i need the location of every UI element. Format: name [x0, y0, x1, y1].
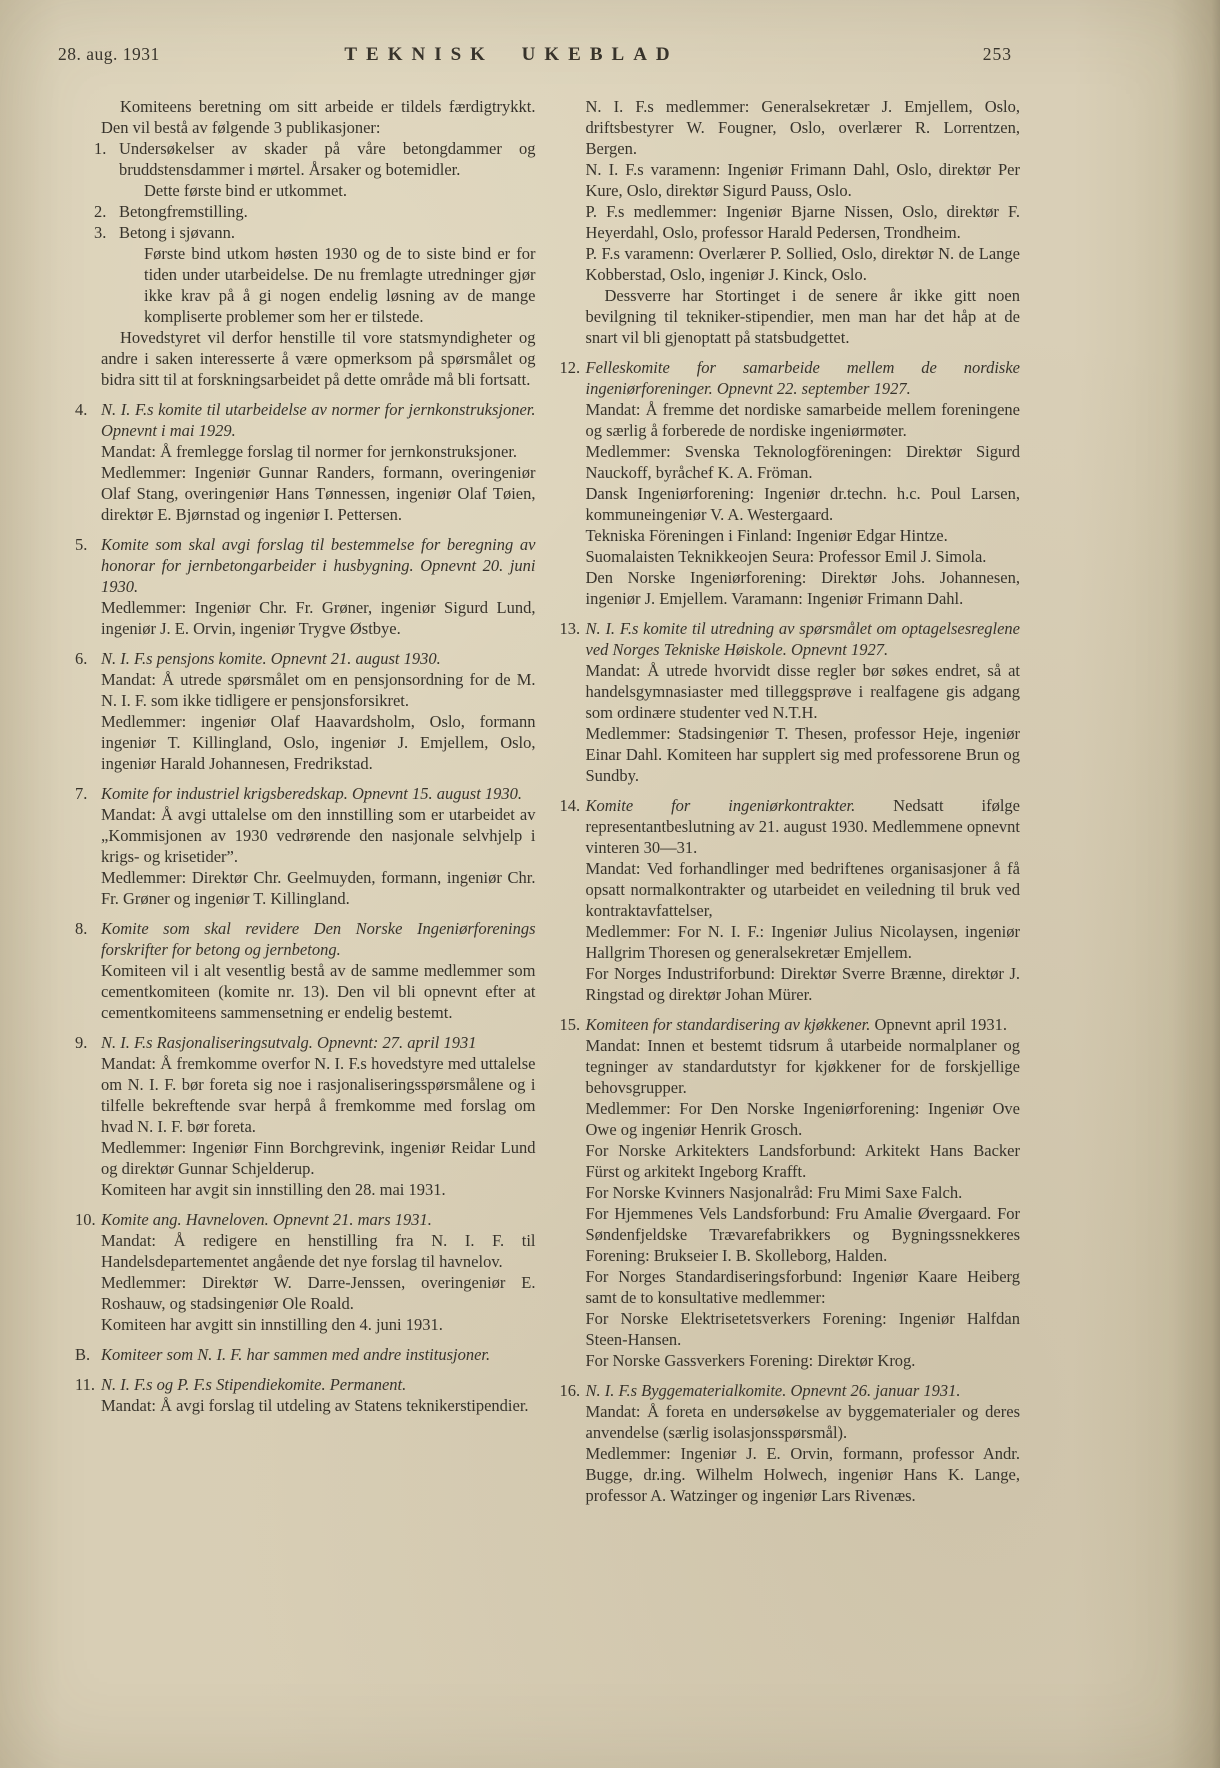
- paragraph: For Norske Kvinners Nasjonalråd: Fru Mimi Saxe Falch.: [585, 1183, 963, 1202]
- two-column-content: [0, 96, 1220, 1506]
- item-number: B.: [75, 1345, 91, 1364]
- paragraph: Medlemmer: Svenska Teknologföreningen: Direktør Sigurd Nauckoff, byråchef K. A. Fröman.: [585, 442, 1020, 482]
- paragraph: Mandat: Å redigere en henstilling fra N. I. F. til Handelsdepartementet angående det nye forslag til havnelov.: [101, 1231, 536, 1271]
- paragraph: Medlemmer: Direktør Chr. Geelmuyden, formann, ingeniør Chr. Fr. Grøner og ingeniør T. Killingland.: [101, 868, 536, 908]
- paragraph: For Norske Arkitekters Landsforbund: Arkitekt Hans Backer Fürst og arkitekt Ingeborg Krafft.: [585, 1141, 1020, 1181]
- paragraph: Mandat: Å avgi uttalelse om den innstilling som er utarbeidet av „Kommisjonen av 1930 vedrørende den nasjonale selvhjelp i krigs- og krisetider”.: [101, 805, 536, 866]
- list-item: 1. Undersøkelser av skader på våre betongdammer og bruddstensdammer i mørtel. Årsaker og botemidler.: [94, 139, 536, 179]
- item-number: 14.: [559, 796, 581, 815]
- item-title: Komite som skal avgi forslag til bestemmelse for beregning av honorar for jernbetongarbeider i husbygning. Opnevnt 20. juni 1930.: [101, 535, 536, 596]
- item-title: N. I. F.s komite til utarbeidelse av normer for jernkonstruksjoner. Opnevnt i mai 1929.: [101, 400, 536, 440]
- paragraph: P. F.s varamenn: Overlærer P. Sollied, Oslo, direktør N. de Lange Kobberstad, Oslo, ingeniør J. Kinck, Oslo.: [585, 244, 1020, 284]
- item-number: 5.: [75, 535, 88, 554]
- paragraph: Mandat: Å fremlegge forslag til normer for jernkonstruksjoner.: [101, 442, 518, 461]
- paragraph: Den Norske Ingeniørforening: Direktør Johs. Johannesen, ingeniør J. Emjellem. Varamann: Ingeniør Frimann Dahl.: [585, 568, 1020, 608]
- item-title: Komite for industriel krigsberedskap. Opnevnt 15. august 1930.: [101, 784, 523, 803]
- paragraph: Medlemmer: ingeniør Olaf Haavardsholm, Oslo, formann ingeniør T. Killingland, Oslo, ingeniør J. Emjellem, Oslo, ingeniør Harald Johannesen, Fredrikstad.: [101, 712, 536, 773]
- paragraph: Medlemmer: Ingeniør Chr. Fr. Grøner, ingeniør Sigurd Lund, ingeniør J. E. Orvin, ingeniør Trygve Østbye.: [101, 598, 536, 638]
- item-title: Komite som skal revidere Den Norske Ingeniørforenings forskrifter for betong og jernbetong.: [101, 919, 536, 959]
- paragraph: Medlemmer: For Den Norske Ingeniørforening: Ingeniør Ove Owe og ingeniør Henrik Grosch.: [585, 1099, 1020, 1139]
- item-number: 8.: [75, 919, 88, 938]
- item-title: Komiteer som N. I. F. har sammen med andre institusjoner.: [101, 1345, 491, 1364]
- paragraph: Mandat: Å fremkomme overfor N. I. F.s hovedstyre med uttalelse om N. I. F. bør foreta sig noe i rasjonaliseringsspørsmålene og i tilfelle bekreftende svar herpå å fremkomme med forslag om hvad N. I. F. bør foreta.: [101, 1054, 536, 1136]
- paragraph: Tekniska Föreningen i Finland: Ingeniør Edgar Hintze.: [585, 526, 948, 545]
- list-item: [559, 618, 1021, 660]
- paragraph: For Norges Industriforbund: Direktør Sverre Brænne, direktør J. Ringstad og direktør Johan Mürer.: [585, 964, 1020, 1004]
- item-title: N. I. F.s komite til utredning av spørsmålet om optagelsesreglene ved Norges Tekniske Høiskole. Opnevnt 1927.: [585, 619, 1020, 659]
- paragraph: Komiteen har avgit sin innstilling den 28. mai 1931.: [101, 1180, 446, 1199]
- paragraph: Mandat: Å foreta en undersøkelse av byggematerialer og deres anvendelse (særlig isolasjonsspørsmål).: [585, 1402, 1020, 1442]
- paragraph: Mandat: Å utrede spørsmålet om en pensjonsordning for de M. N. I. F. som ikke tidligere er pensjonsforsikret.: [101, 670, 536, 710]
- list-item: [75, 783, 536, 804]
- item-number: 2.: [94, 202, 107, 221]
- paragraph: Hovedstyret vil derfor henstille til vore statsmyndigheter og andre i saken interesserte å være opmerksom på spørsmålet og bidra sitt til at forskningsarbeidet på dette område må bli fortsatt.: [101, 328, 536, 389]
- item-number: 13.: [559, 619, 581, 638]
- item-number: 4.: [75, 400, 88, 419]
- paragraph: For Norske Elektrisetetsverkers Forening: Ingeniør Halfdan Steen-Hansen.: [585, 1309, 1020, 1349]
- item-title: N. I. F.s og P. F.s Stipendiekomite. Permanent.: [101, 1375, 407, 1394]
- right-column: [560, 96, 1021, 1506]
- paragraph: Medlemmer: Ingeniør Gunnar Randers, formann, overingeniør Olaf Stang, overingeniør Hans Tønnessen, ingeniør Olaf Tøien, direktør E. Bjørnstad og ingeniør I. Pettersen.: [101, 463, 536, 524]
- list-item: [75, 1032, 536, 1053]
- paragraph: Mandat: Innen et bestemt tidsrum å utarbeide normalplaner og tegninger av standardutstyr for kjøkkener for de forskjellige behovsgrupper.: [585, 1036, 1020, 1097]
- paragraph: Første bind utkom høsten 1930 og de to siste bind er for tiden under utarbeidelse. De nu fremlagte utredninger gjør ikke krav på å gi nogen endelig løsning av de mange kompliserte problemer som her er tilstede.: [144, 244, 536, 326]
- paragraph: Komiteen vil i alt vesentlig bestå av de samme medlemmer som cementkomiteen (komite nr. 13). Den vil bli opnevnt efter at cementkomiteens sammensetning er endelig bestemt.: [101, 961, 536, 1022]
- paragraph: Medlemmer: For N. I. F.: Ingeniør Julius Nicolaysen, ingeniør Hallgrim Thoresen og generalsekretær Emjellem.: [585, 922, 1020, 962]
- paragraph: Dansk Ingeniørforening: Ingeniør dr.techn. h.c. Poul Larsen, kommuneingeniør V. A. Westergaard.: [585, 484, 1020, 524]
- paragraph: Medlemmer: Ingeniør Finn Borchgrevink, ingeniør Reidar Lund og direktør Gunnar Schjelderup.: [101, 1138, 536, 1178]
- list-item: [75, 1344, 536, 1365]
- item-title: N. I. F.s pensjons komite. Opnevnt 21. august 1930.: [101, 649, 441, 668]
- list-item: [75, 399, 536, 441]
- paragraph: P. F.s medlemmer: Ingeniør Bjarne Nissen, Oslo, direktør F. Heyerdahl, Oslo, professor Harald Pedersen, Trondheim.: [585, 202, 1020, 242]
- item-number: 16.: [559, 1381, 581, 1400]
- item-title: Komite for ingeniørkontrakter.: [585, 796, 856, 815]
- paragraph: Mandat: Å utrede hvorvidt disse regler bør søkes endret, så at handelsgymnasiaster med tilleggsprøve i realfagene gis adgang som ordinære studenter ved N.T.H.: [585, 661, 1020, 722]
- item-number: 6.: [75, 649, 88, 668]
- item-number: 11.: [75, 1375, 96, 1394]
- list-item: [75, 648, 536, 669]
- item-title: Felleskomite for samarbeide mellem de nordiske ingeniørforeninger. Opnevnt 22. september 1927.: [585, 358, 1020, 398]
- list-item: [559, 357, 1021, 399]
- paragraph: Suomalaisten Teknikkeojen Seura: Professor Emil J. Simola.: [585, 547, 987, 566]
- item-number: 7.: [75, 784, 88, 803]
- page-number: 253: [982, 44, 1012, 64]
- list-item: [75, 918, 536, 960]
- item-title: Komiteen for standardisering av kjøkkener.: [585, 1015, 871, 1034]
- page-header: [0, 44, 1220, 70]
- list-item: [75, 1209, 536, 1230]
- paragraph: Mandat: Ved forhandlinger med bedriftenes organisasjoner å få opsatt normalkontrakter og utarbeidet en veiledning til bruk ved kontraktavfattelser,: [585, 859, 1020, 920]
- paragraph: Dessverre har Stortinget i de senere år ikke gitt noen bevilgning til tekniker-stipendier, men man har det håp at de snart vil bli gjenoptatt på statsbudgettet.: [585, 286, 1020, 347]
- item-title: Komite ang. Havneloven. Opnevnt 21. mars 1931.: [101, 1210, 432, 1229]
- list-item: [559, 1380, 1021, 1401]
- paragraph: For Norske Gassverkers Forening: Direktør Krog.: [585, 1351, 916, 1370]
- paragraph: Komiteens beretning om sitt arbeide er tildels færdigtrykkt. Den vil bestå av følgende 3 publikasjoner:: [101, 97, 536, 137]
- item-title: N. I. F.s Rasjonaliseringsutvalg. Opnevnt: 27. april 1931: [101, 1033, 477, 1052]
- issue-date: 28. aug. 1931: [58, 44, 160, 64]
- item-number: 9.: [75, 1033, 88, 1052]
- list-item: 15. Komiteen for standardisering av kjøkkener. Opnevnt april 1931.: [559, 1015, 1007, 1034]
- item-number: 15.: [559, 1015, 581, 1034]
- item-number: 3.: [94, 223, 107, 242]
- paragraph: For Norges Standardiseringsforbund: Ingeniør Kaare Heiberg samt de to konsultative medlemmer:: [585, 1267, 1020, 1307]
- paragraph: Medlemmer: Ingeniør J. E. Orvin, formann, professor Andr. Bugge, dr.ing. Wilhelm Holwech, ingeniør Hans K. Lange, professor A. Watzinger og ingeniør Lars Rivenæs.: [585, 1444, 1020, 1505]
- paragraph: N. I. F.s medlemmer: Generalsekretær J. Emjellem, Oslo, driftsbestyrer W. Fougner, Oslo, overlærer R. Lorrentzen, Bergen.: [585, 97, 1020, 158]
- left-column: [75, 96, 536, 1506]
- list-item: [75, 1374, 536, 1395]
- paragraph: Dette første bind er utkommet.: [144, 181, 347, 200]
- list-item: [75, 534, 536, 597]
- paragraph: Medlemmer: Stadsingeniør T. Thesen, professor Heje, ingeniør Einar Dahl. Komiteen har supplert sig med professorene Brun og Sundby.: [585, 724, 1020, 785]
- item-number: 1.: [94, 139, 107, 158]
- list-item: 3. Betong i sjøvann.: [94, 223, 235, 242]
- masthead-title: TEKNISK UKEBLAD: [344, 44, 679, 65]
- paragraph: Medlemmer: Direktør W. Darre-Jenssen, overingeniør E. Roshauw, og stadsingeniør Ole Roald.: [101, 1273, 536, 1313]
- paragraph: Komiteen har avgitt sin innstilling den 4. juni 1931.: [101, 1315, 443, 1334]
- item-title: N. I. F.s Byggematerialkomite. Opnevnt 26. januar 1931.: [585, 1381, 961, 1400]
- paragraph: Mandat: Å avgi forslag til utdeling av Statens teknikerstipendier.: [101, 1396, 529, 1415]
- item-number: 10.: [75, 1210, 96, 1229]
- list-item: 14. Komite for ingeniørkontrakter. Nedsatt ifølge representantbeslutning av 21. august 1930. Medlemmene opnevnt vinteren 30—31.: [559, 796, 1020, 857]
- list-item: 2. Betongfremstilling.: [94, 202, 248, 221]
- paragraph: N. I. F.s varamenn: Ingeniør Frimann Dahl, Oslo, direktør Per Kure, Oslo, direktør Sigurd Pauss, Oslo.: [585, 160, 1020, 200]
- item-number: 12.: [559, 358, 581, 377]
- paragraph: For Hjemmenes Vels Landsforbund: Fru Amalie Øvergaard. For Søndenfjeldske Trævarefabrikkers og Bygningssnekkeres Forening: Brukseier I. B. Skolleborg, Halden.: [585, 1204, 1020, 1265]
- paragraph: Mandat: Å fremme det nordiske samarbeide mellem foreningene og særlig å forberede de nordiske ingeniørmøter.: [585, 400, 1020, 440]
